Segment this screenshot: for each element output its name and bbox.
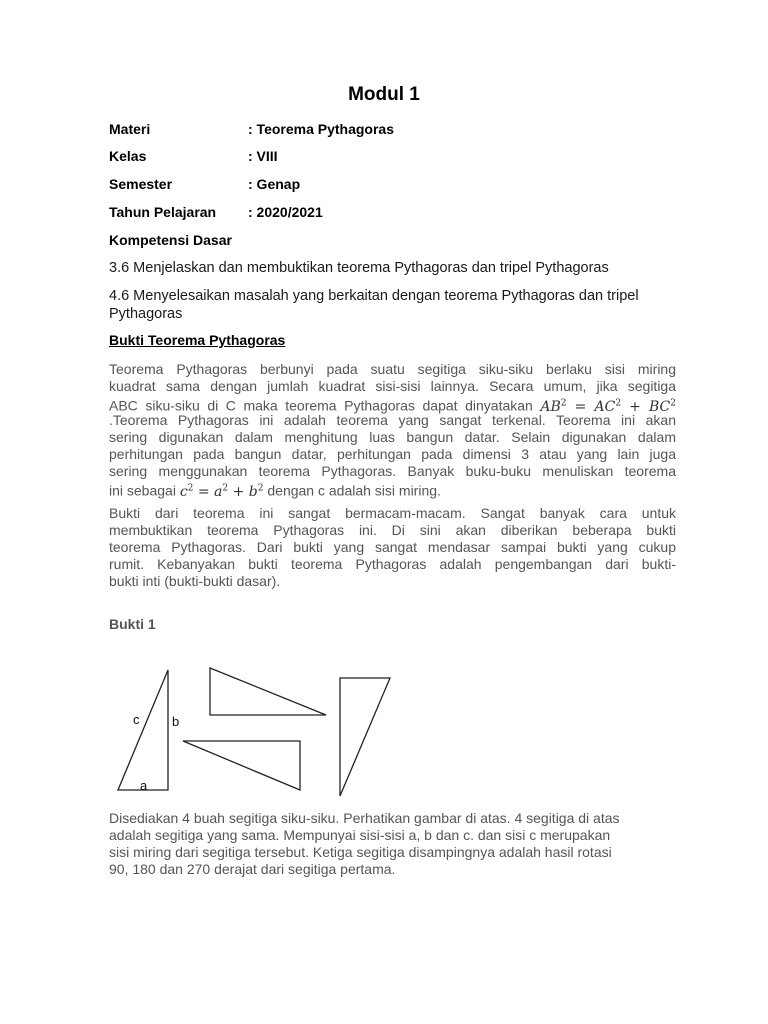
triangle-rotated-270 (340, 678, 390, 796)
meta-value: : Teorema Pythagoras (248, 121, 395, 137)
paragraph-line: perhitungan pada bangun datar, perhitungan pada dimensi 3 atau yang lain juga (109, 446, 676, 462)
triangle-rotated-180 (183, 741, 300, 790)
pythagoras-formula-cab: $c^2 = a^2 + b^2$ (179, 483, 264, 500)
caption-line: adalah segitiga yang sama. Mempunyai sisi-sisi a, b dan c. dan sisi c merupakan (109, 827, 611, 843)
page-title: Modul 1 (348, 84, 420, 105)
meta-label: Kelas (109, 148, 147, 164)
meta-value: : VIII (248, 148, 278, 164)
paragraph-line: Bukti dari teorema ini sangat bermacam-macam. Sangat banyak cara untuk (109, 505, 676, 521)
paragraph-line: rumit. Kebanyakan bukti teorema Pythagoras adalah pengembangan dari bukti- (109, 556, 676, 572)
pythagoras-formula-abc: $AB^2 = AC^2 + BC^2$ (540, 398, 676, 415)
label-c: c (133, 712, 140, 727)
paragraph-line: sering digunakan dalam menghitung luas bangun datar. Selain digunakan dalam (109, 429, 676, 445)
paragraph-line: sering menggunakan teorema Pythagoras. Banyak buku-buku menuliskan teorema (109, 463, 676, 479)
paragraph-line: .Teorema Pythagoras ini adalah teorema yang sangat terkenal. Teorema ini akan (109, 412, 676, 428)
paragraph-text: ini sebagai (109, 482, 176, 499)
paragraph-line: bukti inti (bukti-bukti dasar). (109, 573, 281, 589)
label-a: a (140, 778, 148, 793)
paragraph-line: kuadrat sama dengan jumlah kuadrat sisi-sisi lainnya. Secara umum, jika segitiga (109, 378, 676, 394)
kompetensi-heading: Kompetensi Dasar (109, 232, 232, 248)
paragraph-line: teorema Pythagoras. Dari bukti yang sangat mendasar sampai bukti yang cukup (109, 539, 676, 555)
meta-value: : 2020/2021 (248, 204, 323, 220)
paragraph-text: ABC siku-siku di C maka teorema Pythagoras dapat dinyatakan (109, 397, 533, 414)
section-heading-bukti: Bukti Teorema Pythagoras (109, 332, 286, 348)
kompetensi-item-3-6: 3.6 Menjelaskan dan membuktikan teorema Pythagoras dan tripel Pythagoras (109, 260, 609, 276)
caption-line: Disediakan 4 buah segitiga siku-siku. Perhatikan gambar di atas. 4 segitiga di atas (109, 810, 620, 826)
paragraph-text: dengan c adalah sisi miring. (267, 482, 441, 499)
meta-label: Semester (109, 176, 173, 192)
kompetensi-item-4-6: 4.6 Menyelesaikan masalah yang berkaitan dengan teorema Pythagoras dan tripel Pythagoras (109, 288, 639, 322)
triangle-original (118, 670, 168, 790)
bukti-1-heading: Bukti 1 (109, 616, 156, 632)
paragraph-line: Teorema Pythagoras berbunyi pada suatu segitiga siku-siku berlaku sisi miring (109, 361, 676, 377)
meta-label: Materi (109, 121, 151, 137)
label-b: b (172, 714, 180, 729)
paragraph-line: membuktikan teorema Pythagoras ini. Di sini akan diberikan beberapa bukti (109, 522, 676, 538)
caption-line: sisi miring dari segitiga tersebut. Ketiga segitiga disampingnya adalah hasil rotasi (109, 844, 612, 860)
meta-value: : Genap (248, 176, 301, 192)
meta-label: Tahun Pelajaran (109, 204, 217, 220)
caption-line: 90, 180 dan 270 derajat dari segitiga pertama. (109, 861, 396, 877)
triangle-rotated-90 (210, 668, 326, 715)
